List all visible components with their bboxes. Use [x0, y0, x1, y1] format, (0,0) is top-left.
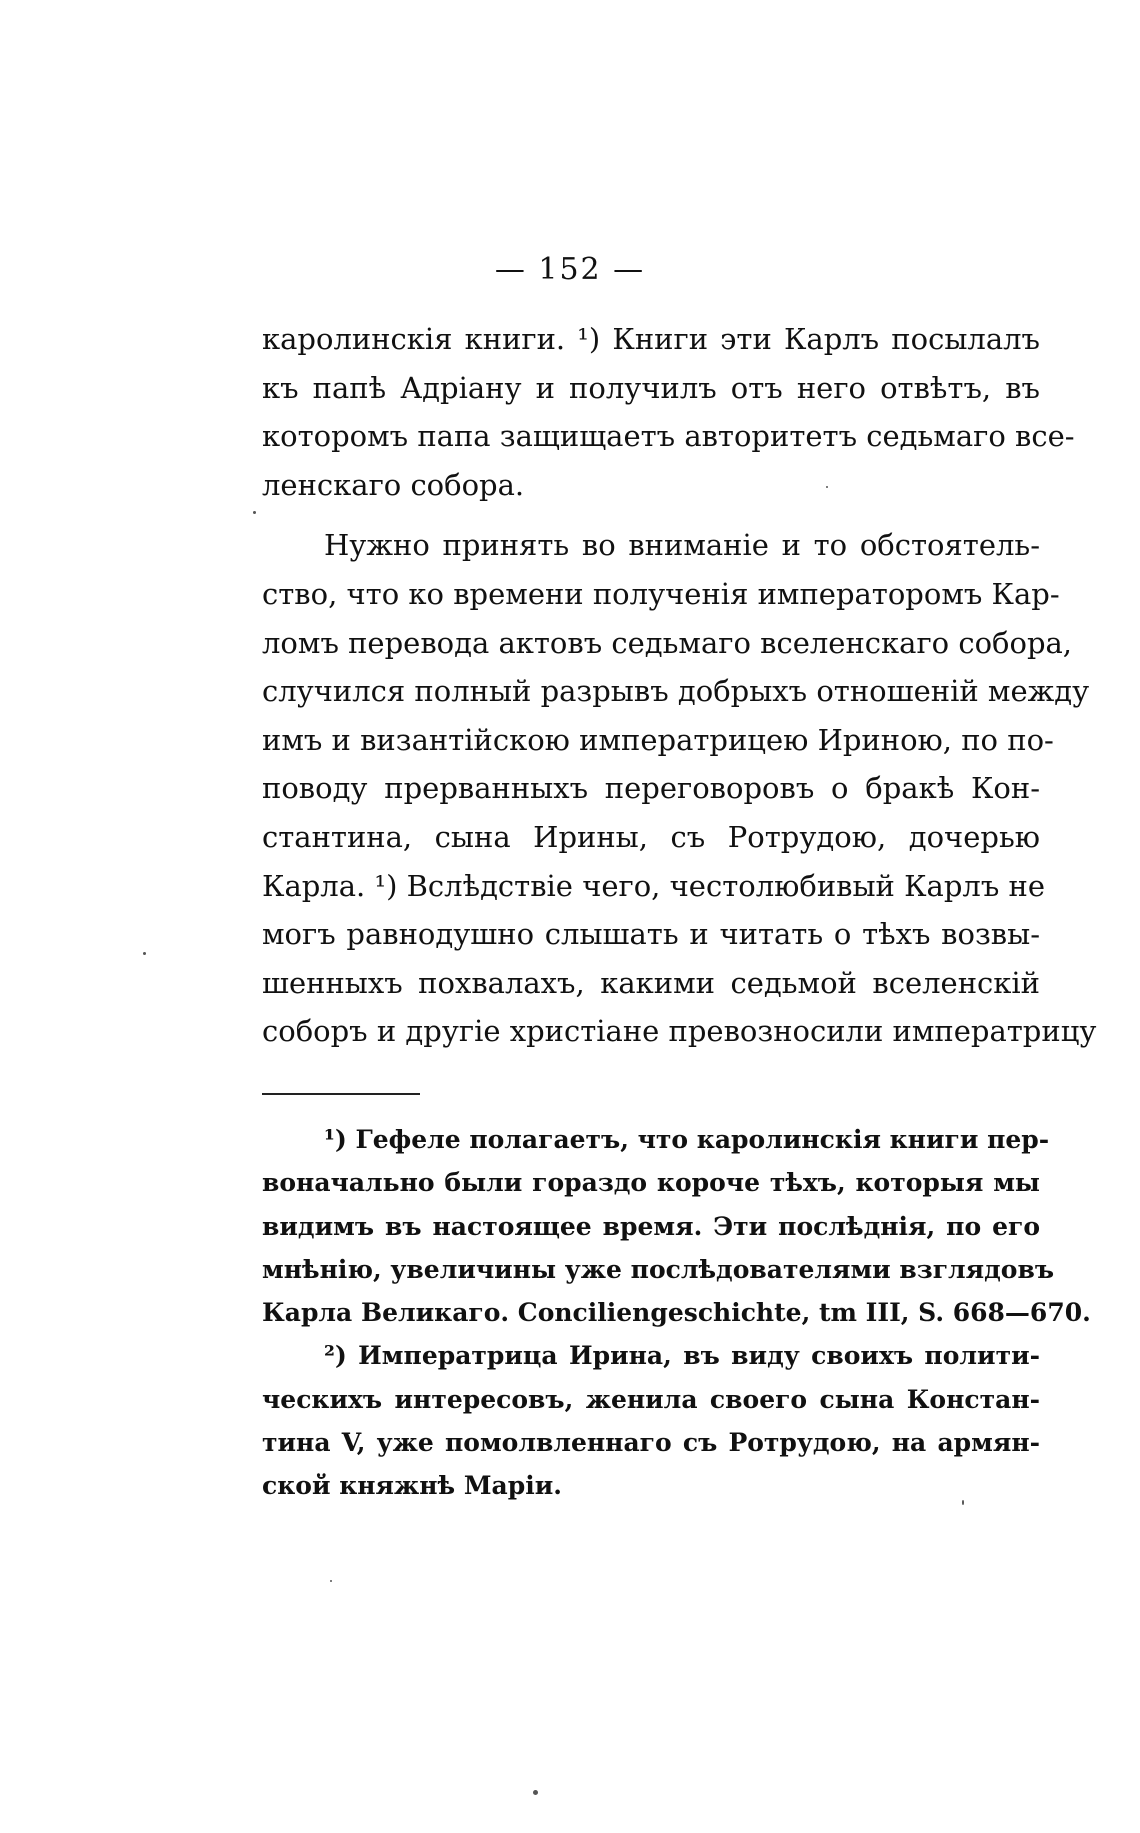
- page-number: — 152 —: [494, 252, 646, 287]
- text-line: шенныхъ похвалахъ, какими седьмой вселенскій: [262, 965, 1040, 1000]
- print-speck: [330, 1580, 332, 1582]
- footnotes: [262, 1118, 1091, 1508]
- text-line: къ папѣ Адріану и получилъ отъ него отвѣтъ, въ: [262, 370, 1040, 405]
- text-line: каролинскія книги. ¹) Книги эти Карлъ посылалъ: [262, 322, 1040, 356]
- footnote-line: ¹) Гефеле полагаетъ, что каролинскія книги пер-: [324, 1125, 1050, 1154]
- print-speck: [962, 1500, 964, 1505]
- text-line: ство, что ко времени полученія императоромъ Кар-: [262, 576, 1060, 611]
- footnote-line: мнѣнію, увеличины уже послѣдователями взглядовъ: [262, 1254, 1055, 1284]
- main-text: [262, 315, 1097, 1056]
- print-speck: [826, 486, 828, 488]
- print-speck: [253, 511, 256, 514]
- text-line: стантина, сына Ирины, съ Ротрудою, дочерью: [262, 819, 1040, 854]
- text-line: имъ и византійскою императрицею Ириною, по по-: [262, 722, 1054, 757]
- text-line: ломъ перевода актовъ седьмаго вселенскаго собора,: [262, 625, 1073, 660]
- text-line: ленскаго собора.: [262, 467, 525, 502]
- text-line: Нужно принять во вниманіе и то обстоятель-: [324, 528, 1040, 563]
- text-line: могъ равнодушно слышать и читать о тѣхъ возвы-: [262, 917, 1040, 952]
- paragraph-gap: [262, 509, 1040, 521]
- footnote-line: видимъ въ настоящее время. Эти послѣднія, по его: [262, 1211, 1040, 1241]
- footnote-line: ской княжнѣ Маріи.: [262, 1471, 562, 1501]
- text-line: поводу прерванныхъ переговоровъ о бракѣ Кон-: [262, 771, 1040, 806]
- text-line: случился полный разрывъ добрыхъ отношеній между: [262, 674, 1090, 709]
- text-line: которомъ папа защищаетъ авторитетъ седьмаго все-: [262, 419, 1075, 454]
- text-line: соборъ и другіе христіане превозносили императрицу: [262, 1014, 1097, 1049]
- print-speck: [143, 952, 146, 955]
- print-speck: [533, 1790, 538, 1795]
- footnote-separator: [262, 1093, 420, 1095]
- footnote-line: ²) Императрица Ирина, въ виду своихъ полити-: [324, 1341, 1040, 1371]
- footnote-line: тина V, уже помолвленнаго съ Ротрудою, на армян-: [262, 1428, 1040, 1458]
- text-line: Карла. ¹) Вслѣдствіе чего, честолюбивый Карлъ не: [262, 868, 1045, 903]
- footnote-line: воначально были гораздо короче тѣхъ, которыя мы: [262, 1168, 1040, 1198]
- footnote-line: Карла Великаго. Conciliengeschichte, tm III, S. 668—670.: [262, 1298, 1091, 1328]
- footnote-line: ческихъ интересовъ, женила своего сына Констан-: [262, 1384, 1040, 1414]
